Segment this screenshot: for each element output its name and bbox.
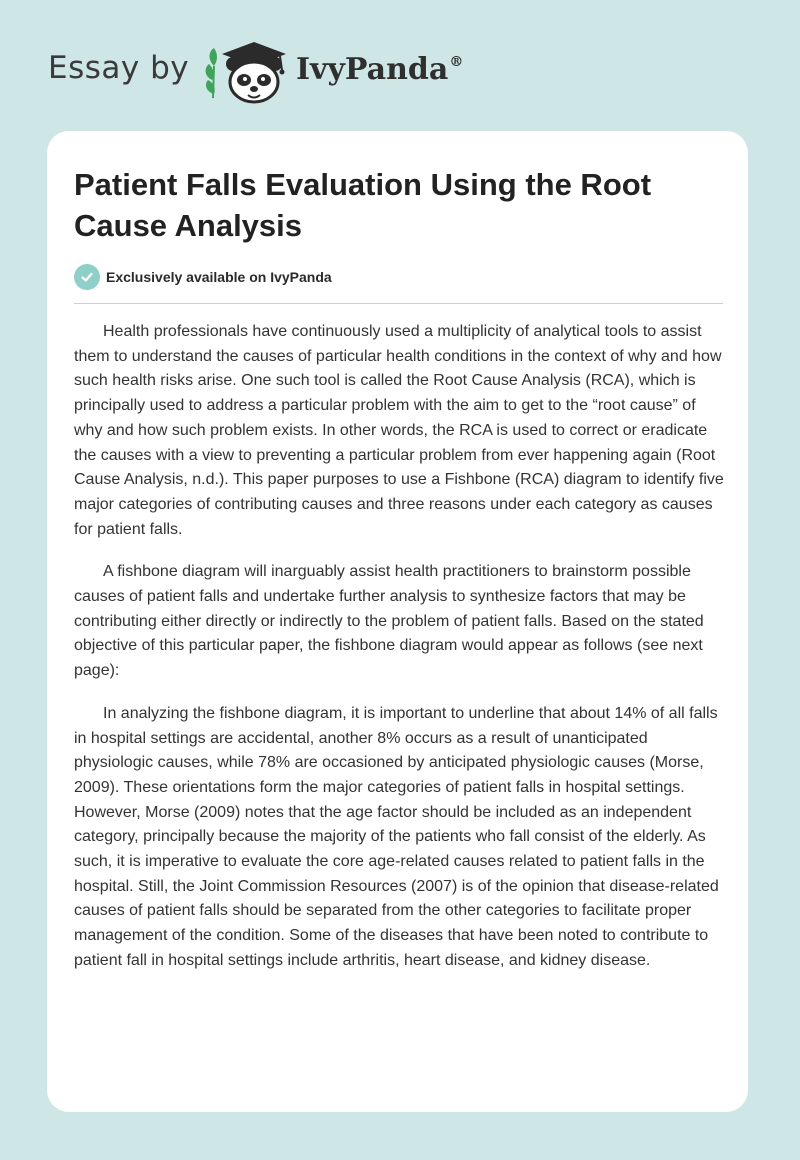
paragraph: Health professionals have continuously used a multiplicity of analytical tools to assist them to understand the causes of particular health conditions in the context of why and how such health risks arise. One such tool is called the Root Cause Analysis (RCA), which is principally used to address a particular problem with the aim to get to the “root cause” of why and how such problem exists. In other words, the RCA is used to correct or eradicate the causes with a view to preventing a particular problem from ever happening again (Root Cause Analysis, n.d.). This paper purposes to use a Fishbone (RCA) diagram to identify five major categories of contributing causes and three reasons under each category as causes for patient falls. bbox=[74, 323, 724, 538]
exclusive-badge-label: Exclusively available on IvyPanda bbox=[106, 269, 332, 285]
divider bbox=[74, 303, 723, 304]
paragraph: A fishbone diagram will inarguably assist health practitioners to brainstorm possible causes of patient falls and undertake further analysis to synthesize factors that may be contributing either directly or indirectly to the problem of patient falls. Based on the stated objective of this particular paper, the fishbone diagram would appear as follows (see next page): bbox=[74, 563, 704, 680]
essay-card bbox=[47, 131, 748, 1112]
site-header bbox=[0, 0, 800, 130]
exclusive-badge bbox=[74, 264, 332, 290]
leaf-icon bbox=[206, 48, 217, 98]
essay-by-label: Essay by bbox=[48, 50, 190, 86]
brand-name: IvyPanda® bbox=[296, 52, 464, 87]
page-title: Patient Falls Evaluation Using the Root Cause Analysis bbox=[74, 167, 652, 243]
essay-body bbox=[74, 320, 724, 992]
check-icon bbox=[74, 264, 100, 290]
panda-graduate-icon bbox=[202, 36, 292, 108]
paragraph: In analyzing the fishbone diagram, it is important to underline that about 14% of all falls in hospital settings are accidental, another 8% occurs as a result of unanticipated physiologic causes, while 78% are occasioned by anticipated physiologic causes (Morse, 2009). These orientations form the major categories of patient falls in hospital settings. However, Morse (2009) notes that the age factor should be included as an independent category, principally because the majority of the patients who fall consist of the elderly. As such, it is imperative to evaluate the core age-related causes related to patient falls in the hospital. Still, the Joint Commission Resources (2007) is of the opinion that disease-related causes of patient falls should be separated from the other categories to facilitate proper management of the condition. Some of the diseases that have been noted to contribute to patient fall in hospital settings include arthritis, heart disease, and kidney disease. bbox=[74, 704, 719, 969]
